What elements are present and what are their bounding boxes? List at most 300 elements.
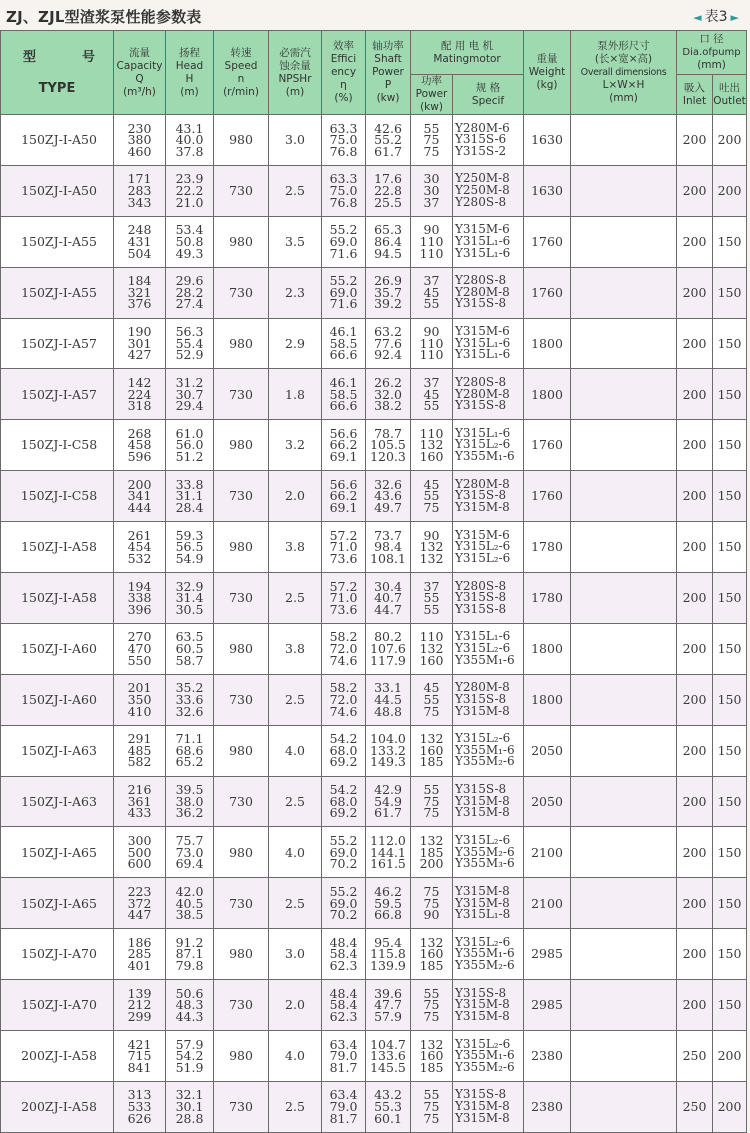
cell-capacity-value: 600	[127, 856, 152, 872]
cell-head-value: 55.4	[175, 335, 204, 351]
cell-head-value: 50.8	[175, 233, 204, 249]
cell-motor-power-value: 132	[419, 437, 444, 453]
cell-shaft-power-value: 40.7	[374, 590, 402, 606]
cell-head-value: 59.3	[175, 527, 204, 543]
cell-motor-spec-value: Y315L₂-6	[455, 641, 511, 656]
cell-motor-power-value: 37	[423, 375, 440, 390]
cell-motor-power-value: 30	[423, 171, 440, 187]
cell-head	[166, 725, 214, 776]
cell-speed: 980	[214, 115, 269, 166]
cell-motor-spec	[453, 623, 524, 674]
cell-motor-power	[411, 929, 453, 980]
cell-speed: 980	[214, 929, 269, 980]
cell-capacity-value: 338	[127, 590, 152, 606]
cell-dimensions	[571, 420, 677, 471]
cell-inlet: 200	[677, 878, 713, 929]
cell-head-value: 31.1	[175, 488, 204, 504]
cell-speed: 730	[214, 776, 269, 827]
cell-capacity-value: 444	[127, 499, 152, 515]
cell-capacity-value: 230	[127, 120, 152, 136]
cell-capacity-value: 458	[127, 437, 152, 453]
cell-dimensions	[571, 471, 677, 522]
cell-shaft-power	[366, 878, 411, 929]
cell-capacity-value: 285	[127, 946, 152, 962]
cell-capacity-value: 485	[127, 742, 152, 758]
cell-efficiency	[322, 674, 366, 725]
cell-dimensions	[571, 674, 677, 725]
cell-head-value: 87.1	[175, 946, 204, 962]
cell-capacity-value: 270	[127, 629, 152, 645]
cell-head	[166, 1081, 214, 1132]
cell-efficiency-value: 63.4	[329, 1036, 358, 1052]
cell-dimensions	[571, 827, 677, 878]
cell-motor-spec-value: Y355M₂-6	[455, 844, 515, 859]
cell-shaft-power-value: 86.4	[374, 233, 402, 249]
cell-motor-spec-value: Y280S-8	[455, 194, 507, 209]
header-efficiency: 效率 Effici ency η (%)	[322, 31, 366, 115]
cell-motor-spec-value: Y315M-6	[455, 324, 510, 339]
cell-head-value: 91.2	[175, 934, 204, 950]
cell-shaft-power-value: 139.9	[370, 957, 406, 973]
cell-efficiency-value: 74.6	[329, 703, 358, 719]
cell-motor-spec	[453, 1031, 524, 1082]
cell-motor-spec-value: Y315M-8	[455, 703, 510, 718]
cell-motor-spec-value: Y355M₂-6	[455, 754, 515, 769]
cell-head-value: 30.1	[175, 1099, 204, 1115]
cell-motor-power	[411, 674, 453, 725]
page-title: ZJ、ZJL型渣浆泵性能参数表	[6, 8, 202, 26]
cell-shaft-power-value: 63.2	[374, 324, 402, 340]
cell-capacity-value: 361	[127, 793, 152, 809]
cell-outlet: 150	[713, 267, 747, 318]
cell-weight: 2985	[524, 929, 571, 980]
cell-capacity-value: 582	[127, 754, 152, 770]
cell-speed: 730	[214, 369, 269, 420]
cell-motor-power-value: 132	[419, 1036, 444, 1052]
cell-capacity-value: 201	[127, 680, 152, 696]
cell-capacity	[114, 827, 166, 878]
cell-efficiency-value: 69.1	[329, 499, 358, 515]
cell-model: 150ZJ-I-A65	[1, 827, 114, 878]
cell-weight: 1780	[524, 522, 571, 573]
cell-motor-spec-value: Y355M₂-6	[455, 957, 515, 972]
cell-model: 150ZJ-I-A60	[1, 623, 114, 674]
cell-outlet: 150	[713, 725, 747, 776]
cell-motor-power	[411, 216, 453, 267]
header-outlet: 吐出 Outlet	[713, 75, 747, 115]
cell-motor-power-value: 75	[423, 1008, 440, 1024]
cell-outlet: 200	[713, 1081, 747, 1132]
cell-shaft-power-value: 47.7	[374, 997, 402, 1013]
cell-efficiency	[322, 623, 366, 674]
cell-efficiency-value: 75.0	[329, 183, 358, 199]
table-row	[1, 216, 747, 267]
cell-shaft-power-value: 107.6	[370, 641, 406, 657]
cell-outlet: 150	[713, 420, 747, 471]
cell-efficiency-value: 71.0	[329, 539, 358, 555]
cell-motor-spec-value: Y315M-8	[455, 883, 510, 898]
cell-shaft-power-value: 38.2	[374, 398, 402, 414]
cell-head-value: 51.2	[175, 449, 204, 465]
cell-head-value: 37.8	[175, 143, 204, 159]
cell-motor-power-value: 75	[423, 1099, 440, 1115]
cell-motor-spec	[453, 674, 524, 725]
cell-outlet: 150	[713, 929, 747, 980]
table-row	[1, 267, 747, 318]
cell-head	[166, 115, 214, 166]
cell-shaft-power-value: 54.9	[374, 793, 402, 809]
cell-shaft-power-value: 44.5	[374, 691, 402, 707]
cell-efficiency	[322, 573, 366, 624]
cell-dimensions	[571, 878, 677, 929]
cell-efficiency-value: 69.0	[329, 284, 358, 300]
cell-shaft-power-value: 80.2	[374, 629, 402, 645]
cell-shaft-power-value: 35.7	[374, 284, 402, 300]
cell-model: 150ZJ-I-C58	[1, 471, 114, 522]
cell-weight: 1760	[524, 420, 571, 471]
cell-head-value: 44.3	[175, 1008, 204, 1024]
cell-npshr: 2.0	[269, 471, 322, 522]
cell-motor-spec-value: Y315L₁-6	[455, 335, 511, 350]
cell-motor-power-value: 185	[419, 844, 444, 860]
cell-capacity	[114, 929, 166, 980]
cell-dimensions	[571, 929, 677, 980]
cell-model: 150ZJ-I-A55	[1, 267, 114, 318]
cell-efficiency-value: 69.2	[329, 805, 358, 821]
cell-motor-power-value: 55	[423, 590, 440, 606]
cell-capacity-value: 200	[127, 476, 152, 492]
cell-motor-spec-value: Y280S-8	[455, 273, 507, 288]
cell-capacity-value: 410	[127, 703, 152, 719]
cell-capacity	[114, 420, 166, 471]
cell-efficiency-value: 57.2	[329, 578, 358, 594]
cell-efficiency	[322, 827, 366, 878]
cell-efficiency	[322, 980, 366, 1031]
cell-motor-spec-value: Y355M₂-6	[455, 1059, 515, 1074]
cell-efficiency-value: 55.2	[329, 273, 358, 289]
cell-shaft-power-value: 95.4	[374, 934, 402, 950]
cell-efficiency-value: 55.2	[329, 222, 358, 238]
cell-motor-spec	[453, 115, 524, 166]
table-row	[1, 623, 747, 674]
cell-weight: 1630	[524, 115, 571, 166]
table-row	[1, 776, 747, 827]
cell-efficiency-value: 74.6	[329, 652, 358, 668]
cell-motor-power-value: 37	[423, 194, 440, 210]
header-pump-diameter: 口 径 Dia.ofpump (mm)	[677, 31, 747, 75]
prev-page-arrow-icon[interactable]: ◄	[693, 11, 702, 24]
cell-shaft-power-value: 104.0	[370, 731, 406, 747]
cell-motor-spec	[453, 573, 524, 624]
cell-capacity	[114, 878, 166, 929]
cell-dimensions	[571, 369, 677, 420]
cell-weight: 1760	[524, 267, 571, 318]
cell-motor-power-value: 37	[423, 578, 440, 594]
cell-motor-power-value: 160	[419, 652, 444, 668]
cell-efficiency-value: 57.2	[329, 527, 358, 543]
cell-outlet: 150	[713, 878, 747, 929]
cell-motor-spec	[453, 827, 524, 878]
cell-weight: 1630	[524, 165, 571, 216]
cell-weight: 1800	[524, 318, 571, 369]
cell-shaft-power-value: 55.2	[374, 132, 402, 148]
cell-motor-spec	[453, 216, 524, 267]
table-number-label: 表3	[704, 9, 728, 25]
cell-capacity-value: 396	[127, 601, 152, 617]
cell-efficiency-value: 56.6	[329, 425, 358, 441]
cell-shaft-power-value: 39.6	[374, 985, 402, 1001]
cell-motor-power	[411, 776, 453, 827]
cell-head-value: 68.6	[175, 742, 204, 758]
cell-shaft-power	[366, 471, 411, 522]
cell-motor-spec-value: Y315L₁-6	[455, 347, 511, 362]
cell-shaft-power-value: 120.3	[370, 449, 406, 465]
cell-capacity-value: 301	[127, 335, 152, 351]
cell-head-value: 61.0	[175, 425, 204, 441]
cell-shaft-power-value: 30.4	[374, 578, 402, 594]
cell-shaft-power-value: 26.2	[374, 375, 402, 390]
cell-capacity-value: 194	[127, 578, 152, 594]
cell-head-value: 56.3	[175, 324, 204, 340]
cell-head-value: 29.4	[175, 398, 204, 414]
cell-head-value: 53.4	[175, 222, 204, 238]
cell-shaft-power	[366, 623, 411, 674]
cell-shaft-power	[366, 318, 411, 369]
cell-capacity-value: 421	[127, 1036, 152, 1052]
cell-head	[166, 471, 214, 522]
cell-head	[166, 573, 214, 624]
cell-shaft-power-value: 115.8	[370, 946, 406, 962]
cell-npshr: 2.3	[269, 267, 322, 318]
cell-capacity-value: 223	[127, 883, 152, 899]
cell-shaft-power	[366, 1031, 411, 1082]
cell-speed: 980	[214, 725, 269, 776]
cell-motor-spec-value: Y315L₂-6	[455, 539, 511, 554]
cell-outlet: 200	[713, 1031, 747, 1082]
cell-motor-power-value: 110	[419, 629, 444, 645]
cell-shaft-power-value: 39.2	[374, 296, 402, 312]
cell-outlet: 150	[713, 471, 747, 522]
cell-shaft-power-value: 133.2	[370, 742, 406, 758]
cell-weight: 1780	[524, 573, 571, 624]
cell-shaft-power-value: 112.0	[370, 833, 406, 849]
cell-efficiency-value: 58.5	[329, 386, 358, 402]
cell-inlet: 200	[677, 115, 713, 166]
top-bar	[0, 0, 750, 30]
cell-head-value: 21.0	[175, 194, 204, 210]
cell-motor-spec-value: Y315M-8	[455, 499, 510, 514]
cell-shaft-power	[366, 165, 411, 216]
cell-shaft-power-value: 44.7	[374, 601, 402, 617]
cell-shaft-power-value: 94.5	[374, 245, 402, 261]
cell-dimensions	[571, 623, 677, 674]
cell-shaft-power	[366, 1081, 411, 1132]
cell-capacity-value: 532	[127, 550, 152, 566]
cell-inlet: 200	[677, 216, 713, 267]
cell-outlet: 150	[713, 980, 747, 1031]
cell-capacity	[114, 725, 166, 776]
cell-motor-spec	[453, 725, 524, 776]
cell-weight: 2380	[524, 1031, 571, 1082]
cell-head	[166, 369, 214, 420]
cell-head-value: 51.9	[175, 1059, 204, 1075]
cell-capacity	[114, 369, 166, 420]
cell-model: 150ZJ-I-A60	[1, 674, 114, 725]
header-motor-power: 功率 Power (kw)	[411, 75, 453, 115]
cell-weight: 1800	[524, 623, 571, 674]
cell-inlet: 200	[677, 522, 713, 573]
cell-speed: 730	[214, 471, 269, 522]
cell-outlet: 150	[713, 674, 747, 725]
cell-shaft-power-value: 26.9	[374, 273, 402, 289]
cell-model: 150ZJ-I-A65	[1, 878, 114, 929]
cell-inlet: 200	[677, 776, 713, 827]
cell-head-value: 30.5	[175, 601, 204, 617]
cell-inlet: 200	[677, 980, 713, 1031]
cell-speed: 730	[214, 573, 269, 624]
table-row	[1, 369, 747, 420]
cell-capacity	[114, 216, 166, 267]
cell-capacity-value: 212	[127, 997, 152, 1013]
cell-motor-power-value: 75	[423, 997, 440, 1013]
cell-efficiency	[322, 1081, 366, 1132]
cell-motor-power	[411, 623, 453, 674]
cell-shaft-power-value: 43.6	[374, 488, 402, 504]
table-row	[1, 1031, 747, 1082]
cell-weight: 2100	[524, 827, 571, 878]
cell-motor-power-value: 55	[423, 782, 440, 798]
cell-motor-power-value: 185	[419, 754, 444, 770]
cell-head-value: 54.2	[175, 1048, 204, 1064]
cell-motor-spec	[453, 369, 524, 420]
cell-efficiency-value: 76.8	[329, 143, 358, 159]
cell-motor-spec-value: Y355M₁-6	[455, 652, 515, 667]
cell-dimensions	[571, 776, 677, 827]
cell-head	[166, 929, 214, 980]
cell-motor-spec-value: Y315S-8	[455, 985, 507, 1000]
cell-head	[166, 980, 214, 1031]
cell-motor-power-value: 75	[423, 132, 440, 148]
cell-efficiency-value: 58.4	[329, 997, 358, 1013]
cell-shaft-power-value: 104.7	[370, 1036, 406, 1052]
cell-motor-spec-value: Y280M-8	[455, 680, 510, 695]
cell-capacity-value: 460	[127, 143, 152, 159]
header-shaft-power: 轴功率 Shaft Power P (kw)	[366, 31, 411, 115]
cell-motor-power-value: 132	[419, 641, 444, 657]
cell-motor-power-value: 90	[423, 527, 440, 543]
cell-shaft-power-value: 32.6	[374, 476, 402, 492]
cell-capacity-value: 380	[127, 132, 152, 148]
cell-head	[166, 827, 214, 878]
cell-inlet: 250	[677, 1081, 713, 1132]
header-motor-spec: 规 格 Specif	[453, 75, 524, 115]
cell-motor-power	[411, 165, 453, 216]
cell-dimensions	[571, 165, 677, 216]
cell-capacity-value: 186	[127, 934, 152, 950]
cell-head-value: 42.0	[175, 883, 204, 899]
cell-motor-power-value: 185	[419, 1059, 444, 1075]
cell-inlet: 200	[677, 929, 713, 980]
cell-outlet: 150	[713, 318, 747, 369]
cell-head-value: 27.4	[175, 296, 204, 312]
cell-npshr: 2.0	[269, 980, 322, 1031]
cell-head-value: 22.2	[175, 183, 204, 199]
cell-head-value: 52.9	[175, 347, 204, 363]
cell-head-value: 43.1	[175, 120, 204, 136]
cell-efficiency-value: 66.2	[329, 488, 358, 504]
cell-model: 150ZJ-I-A70	[1, 980, 114, 1031]
cell-motor-spec-value: Y355M₁-6	[455, 1048, 515, 1063]
cell-efficiency-value: 58.4	[329, 946, 358, 962]
table-row	[1, 522, 747, 573]
cell-shaft-power	[366, 369, 411, 420]
cell-motor-spec-value: Y315S-8	[455, 398, 507, 413]
cell-motor-power-value: 110	[419, 425, 444, 441]
cell-efficiency-value: 76.8	[329, 194, 358, 210]
next-page-arrow-icon[interactable]: ►	[730, 11, 739, 24]
cell-motor-power-value: 55	[423, 691, 440, 707]
cell-head-value: 58.7	[175, 652, 204, 668]
cell-motor-spec-value: Y315L₁-6	[455, 233, 511, 248]
cell-motor-power	[411, 115, 453, 166]
cell-npshr: 4.0	[269, 827, 322, 878]
cell-capacity-value: 321	[127, 284, 152, 300]
cell-shaft-power	[366, 216, 411, 267]
cell-npshr: 3.8	[269, 623, 322, 674]
cell-efficiency-value: 66.2	[329, 437, 358, 453]
cell-motor-spec-value: Y280S-8	[455, 375, 507, 389]
cell-efficiency-value: 58.2	[329, 629, 358, 645]
table-row	[1, 115, 747, 166]
cell-motor-spec	[453, 165, 524, 216]
cell-npshr: 4.0	[269, 1031, 322, 1082]
cell-capacity-value: 216	[127, 782, 152, 798]
cell-motor-power-value: 45	[423, 476, 440, 492]
table-row	[1, 165, 747, 216]
cell-head-value: 63.5	[175, 629, 204, 645]
cell-npshr: 2.5	[269, 1081, 322, 1132]
cell-motor-power-value: 110	[419, 245, 444, 261]
cell-motor-spec-value: Y315L₁-6	[455, 629, 511, 644]
table-row	[1, 471, 747, 522]
header-capacity: 流量 Capacity Q (m³/h)	[114, 31, 166, 115]
cell-outlet: 150	[713, 776, 747, 827]
cell-efficiency-value: 46.1	[329, 375, 358, 390]
cell-motor-spec-value: Y315S-8	[455, 691, 507, 706]
cell-efficiency-value: 69.0	[329, 233, 358, 249]
cell-motor-power	[411, 471, 453, 522]
cell-motor-power	[411, 878, 453, 929]
cell-shaft-power	[366, 267, 411, 318]
cell-efficiency-value: 62.3	[329, 1008, 358, 1024]
cell-shaft-power-value: 144.1	[370, 844, 406, 860]
cell-model: 150ZJ-I-A58	[1, 522, 114, 573]
cell-shaft-power	[366, 522, 411, 573]
cell-head	[166, 216, 214, 267]
cell-capacity-value: 596	[127, 449, 152, 465]
cell-npshr: 2.5	[269, 573, 322, 624]
cell-capacity-value: 139	[127, 985, 152, 1001]
cell-motor-power-value: 55	[423, 488, 440, 504]
cell-motor-spec-value: Y315M-8	[455, 793, 510, 808]
cell-shaft-power	[366, 115, 411, 166]
cell-head	[166, 623, 214, 674]
cell-efficiency	[322, 115, 366, 166]
cell-head-value: 31.2	[175, 375, 204, 390]
cell-motor-spec-value: Y315M-8	[455, 1008, 510, 1023]
cell-head-value: 38.0	[175, 793, 204, 809]
cell-shaft-power-value: 77.6	[374, 335, 402, 351]
